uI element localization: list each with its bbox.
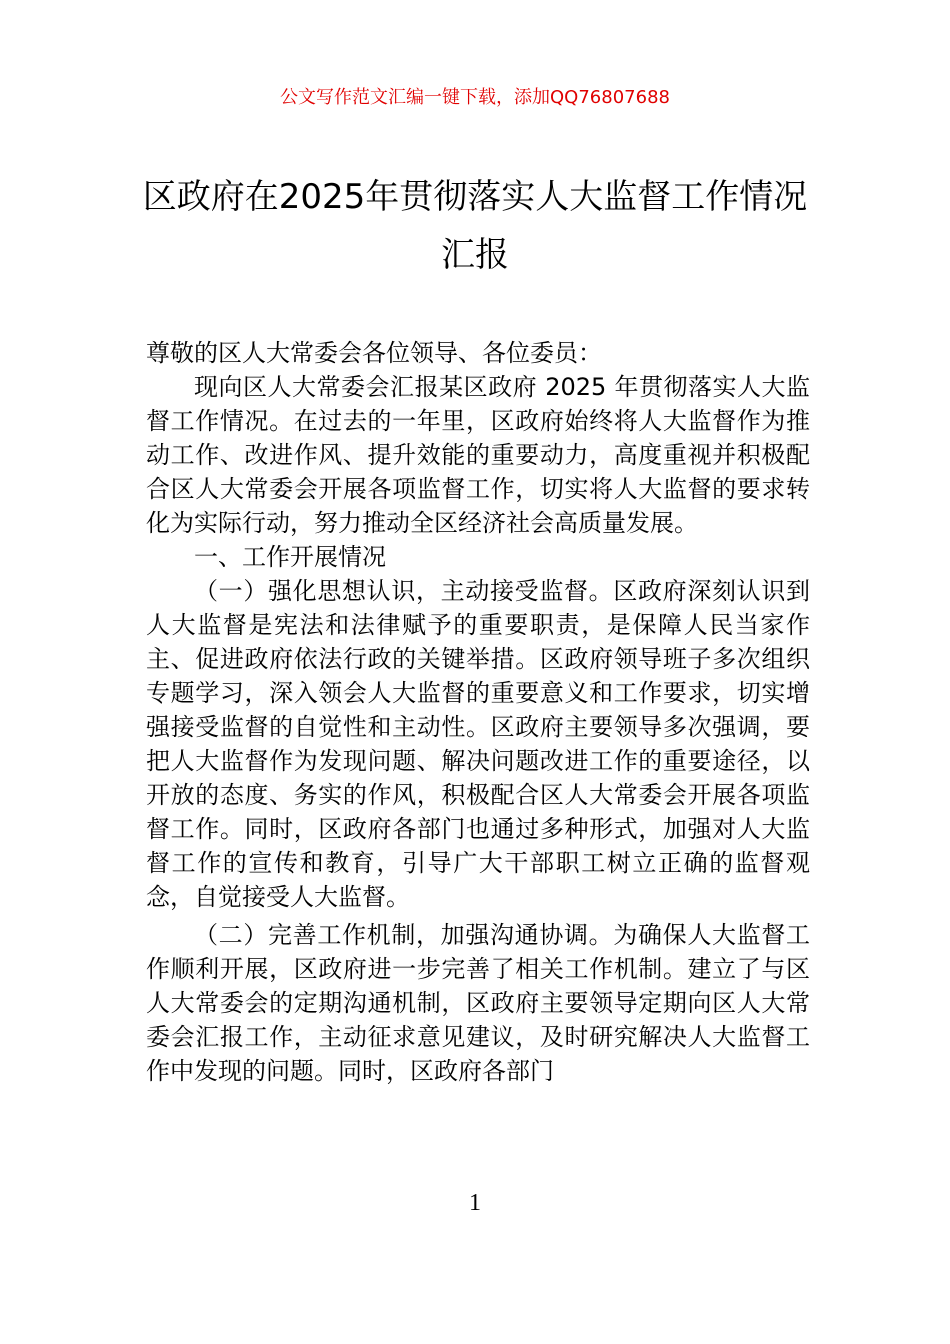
document-title: 区政府在2025年贯彻落实人大监督工作情况汇报 <box>142 177 808 275</box>
header-ad-text: 公文写作范文汇编一键下载，添加QQ76807688 <box>280 87 670 108</box>
document-body <box>146 336 810 1088</box>
salutation: 尊敬的区人大常委会各位领导、各位委员： <box>146 339 602 367</box>
body-paragraph: （二）完善工作机制，加强沟通协调。为确保人大监督工作顺利开展，区政府进一步完善了相关工作机制。建立了与区人大常委会的定期沟通机制，区政府主要领导定期向区人大常委会汇报工作，主动征求意见建议，及时研究解决人大监督工作中发现的问题。同时，区政府各部门 <box>146 921 810 1085</box>
section-heading: 一、工作开展情况 <box>194 543 386 571</box>
body-paragraph: 现向区人大常委会汇报某区政府 2025 年贯彻落实人大监督工作情况。在过去的一年里，区政府始终将人大监督作为推动工作、改进作风、提升效能的重要动力，高度重视并积极配合区人大常委会开展各项监督工作，切实将人大监督的要求转化为实际行动，努力推动全区经济社会高质量发展。 <box>146 373 810 537</box>
page-number: 1 <box>469 1190 481 1216</box>
body-paragraph: （一）强化思想认识，主动接受监督。区政府深刻认识到人大监督是宪法和法律赋予的重要职责，是保障人民当家作主、促进政府依法行政的关键举措。区政府领导班子多次组织专题学习，深入领会人大监督的重要意义和工作要求，切实增强接受监督的自觉性和主动性。区政府主要领导多次强调，要把人大监督作为发现问题、解决问题改进工作的重要途径，以开放的态度、务实的作风，积极配合区人大常委会开展各项监督工作。同时，区政府各部门也通过多种形式，加强对人大监督工作的宣传和教育，引导广大干部职工树立正确的监督观念，自觉接受人大监督。 <box>146 577 810 911</box>
